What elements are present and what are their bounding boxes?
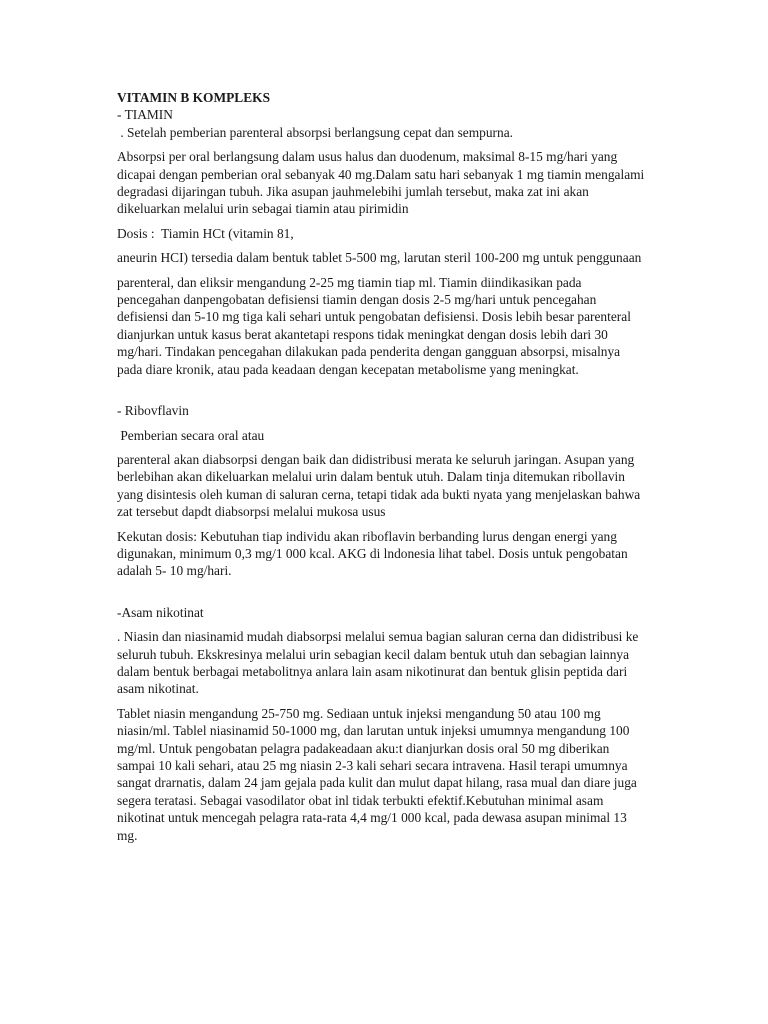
paragraph-tiamin-absorpsi: Absorpsi per oral berlangsung dalam usus halus dan duodenum, maksimal 8-15 mg/hari yang dicapai dengan pemberian oral sebanyak 40 mg.Dalam satu hari sebanyak 1 mg tiamin mengalami degradasi dijaringan tubuh. Jika asupan jauhmelebihi jumlah tersebut, maka zat ini akan dikeluarkan melalui urin sebagai tiamin atau pirimidin (117, 149, 645, 217)
paragraph-riboflavin-intro: Pemberian secara oral atau (117, 427, 265, 443)
paragraph-riboflavin-dosis: Kekutan dosis: Kebutuhan tiap individu akan riboflavin berbanding lurus dengan energi yang digunakan, minimum 0,3 mg/1 000 kcal. AKG di lndonesia lihat tabel. Dosis untuk pengobatan adalah 5- 10 mg/hari. (117, 528, 628, 579)
paragraph-riboflavin-absorpsi: parenteral akan diabsorpsi dengan baik dan didistribusi merata ke seluruh jaringan. Asupan yang berlebihan akan dikeluarkan melalui urin dalam bentuk utuh. Dalam tinja ditemukan ribollavin yang disintesis oleh kuman di saluran cerna, tetapi tidak ada bukti nyata yang menjelaskan bahwa zat tersebut dapdt diabsorpsi melalui mukosa usus (117, 451, 641, 520)
document-title: VITAMIN B KOMPLEKS (117, 90, 271, 105)
document-page (117, 89, 647, 844)
paragraph-asam-nikotinat-sediaan: Tablet niasin mengandung 25-750 mg. Sediaan untuk injeksi mengandung 50 atau 100 mg niasin/ml. Tablel niasinamid 50-1000 mg, dan larutan untuk injeksi umumnya mengandung 100 mg/ml. Untuk pengobatan pelagra padakeadaan aku:t dianjurkan dosis oral 50 mg diberikan sampai 10 kali sehari, atau 25 mg niasin 2-3 kali sehari secara intravena. Hasil terapi umumnya sangat drarnatis, dalam 24 jam gejala pada kulit dan mulut dapat hilang, rasa mual dan diare juga segera teratasi. Sebagai vasodilator obat inl tidak terbukti efektif.Kebutuhan minimal asam nikotinat untuk mencegah pelagra rata-rata 4,4 mg/1 000 kcal, pada dewasa asupan minimal 13 mg. (117, 705, 637, 843)
paragraph-tiamin-intro: . Setelah pemberian parenteral absorpsi berlangsung cepat dan sempurna. (117, 124, 513, 140)
section-heading-asam-nikotinat: -Asam nikotinat (117, 604, 204, 620)
paragraph-tiamin-dosis: Dosis : Tiamin HCt (vitamin 81, (117, 225, 294, 241)
section-heading-riboflavin: - Ribovflavin (117, 403, 189, 419)
paragraph-tiamin-indikasi: parenteral, dan eliksir mengandung 2-25 mg tiamin tiap ml. Tiamin diindikasikan pada pencegahan danpengobatan defisiensi tiamin dengan dosis 2-5 mg/hari untuk pencegahan defisiensi dan 5-10 mg tiga kali sehari untuk pengobatan defisiensi. Dosis lebih besar parenteral dianjurkan untuk kasus berat akantetapi respons tidak meningkat dengan dosis lebih dari 30 mg/hari. Tindakan pencegahan dilakukan pada penderita dengan gangguan absorpsi, misalnya pada diare kronik, atau pada keadaan dengan kecepatan metabolisme yang meningkat. (117, 274, 631, 377)
paragraph-asam-nikotinat-absorpsi: . Niasin dan niasinamid mudah diabsorpsi melalui semua bagian saluran cerna dan didistribusi ke seluruh tubuh. Ekskresinya melalui urin sebagian kecil dalam bentuk utuh dan sebagian lainnya dalam bentuk berbagai metabolitnya anlara lain asam nikotinurat dan bentuk glisin peptida dari asam nikotinat. (117, 629, 639, 697)
paragraph-tiamin-sediaan: aneurin HCI) tersedia dalam bentuk tablet 5-500 mg, larutan steril 100-200 mg untuk penggunaan (117, 250, 642, 266)
section-heading-tiamin: - TIAMIN (117, 107, 173, 123)
